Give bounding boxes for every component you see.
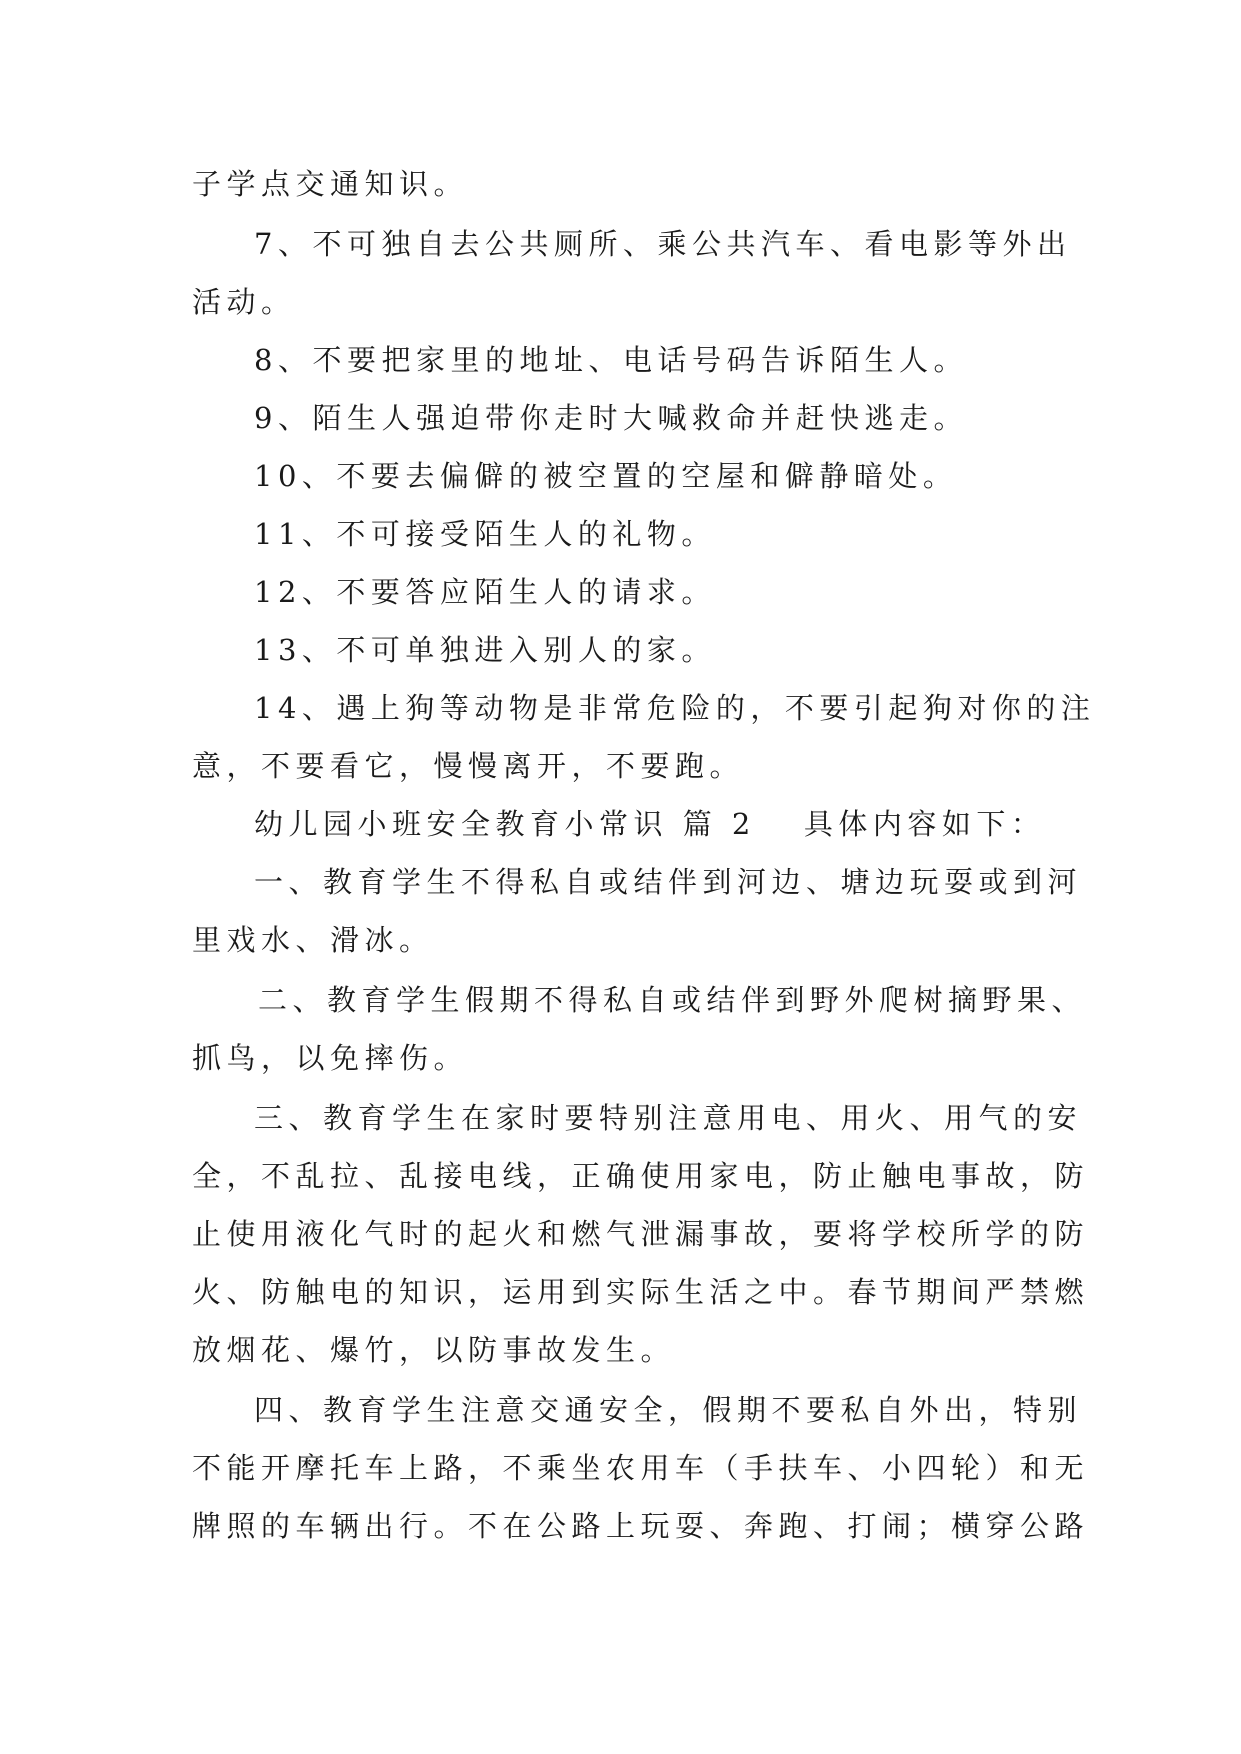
- paragraph-line: 三、教育学生在家时要特别注意用电、用火、用气的安: [254, 1101, 1083, 1135]
- paragraph-line: 牌照的车辆出行。不在公路上玩耍、奔跑、打闹；横穿公路: [192, 1509, 1090, 1543]
- section-heading: [254, 804, 1045, 844]
- list-item-12: 12、不要答应陌生人的请求。: [254, 575, 716, 609]
- list-item-13: 13、不可单独进入别人的家。: [254, 633, 716, 667]
- paragraph-line: 里戏水、滑冰。: [192, 923, 434, 957]
- list-item-14: 14、遇上狗等动物是非常危险的，不要引起狗对你的注: [254, 691, 1096, 725]
- section-title: 幼儿园小班安全教育小常识 篇 2: [254, 807, 756, 841]
- list-item-10: 10、不要去偏僻的被空置的空屋和僻静暗处。: [254, 459, 958, 493]
- paragraph-line: 活动。: [192, 285, 296, 319]
- list-item-8: 8、不要把家里的地址、电话号码告诉陌生人。: [254, 343, 968, 377]
- paragraph-line: 抓鸟，以免摔伤。: [192, 1041, 469, 1075]
- paragraph-line: 放烟花、爆竹，以防事故发生。: [192, 1333, 676, 1367]
- section-intro: 具体内容如下：: [803, 807, 1046, 841]
- paragraph-line: 四、教育学生注意交通安全，假期不要私自外出，特别: [254, 1393, 1083, 1427]
- paragraph-line: 火、防触电的知识，运用到实际生活之中。春节期间严禁燃: [192, 1275, 1090, 1309]
- list-item-11: 11、不可接受陌生人的礼物。: [254, 517, 716, 551]
- paragraph-line: 子学点交通知识。: [192, 167, 469, 201]
- paragraph-line: 一、教育学生不得私自或结伴到河边、塘边玩耍或到河: [254, 865, 1083, 899]
- paragraph-line: 不能开摩托车上路，不乘坐农用车（手扶车、小四轮）和无: [192, 1451, 1090, 1485]
- list-item-7: 7、不可独自去公共厕所、乘公共汽车、看电影等外出: [254, 227, 1072, 261]
- paragraph-line: 全，不乱拉、乱接电线，正确使用家电，防止触电事故，防: [192, 1159, 1090, 1193]
- paragraph-line: 止使用液化气时的起火和燃气泄漏事故，要将学校所学的防: [192, 1217, 1090, 1251]
- paragraph-line: 二、教育学生假期不得私自或结伴到野外爬树摘野果、: [258, 983, 1087, 1017]
- list-item-9: 9、陌生人强迫带你走时大喊救命并赶快逃走。: [254, 401, 968, 435]
- paragraph-line: 意，不要看它，慢慢离开，不要跑。: [192, 749, 745, 783]
